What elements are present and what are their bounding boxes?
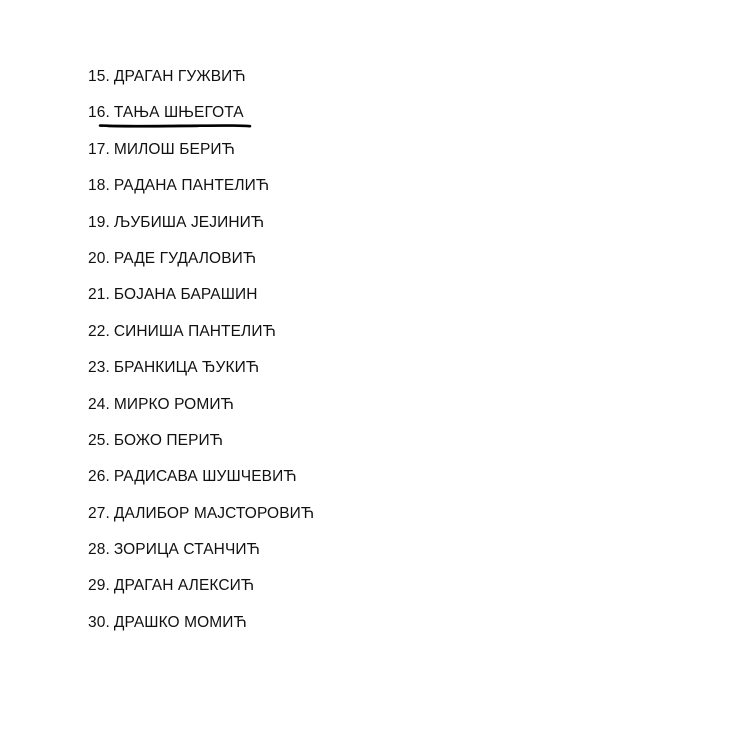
list-item xyxy=(88,212,314,248)
list-item-number: 20. xyxy=(88,249,110,267)
hand-drawn-underline xyxy=(88,116,258,132)
list-item-number: 19. xyxy=(88,213,110,231)
list-item-number: 26. xyxy=(88,468,110,486)
list-item xyxy=(88,539,314,575)
list-item xyxy=(88,248,314,284)
list-item xyxy=(88,503,314,539)
list-item-name: РАДИСАВА ШУШЧЕВИЋ xyxy=(113,468,297,486)
list-item xyxy=(88,357,314,393)
list-item-number: 28. xyxy=(88,541,110,559)
list-item-name: ДРАГАН ГУЖВИЋ xyxy=(113,68,246,85)
list-item-name: МИЛОШ БЕРИЋ xyxy=(113,140,235,158)
list-item-name: БОЈАНА БАРАШИН xyxy=(113,286,258,304)
list-item-number: 23. xyxy=(88,359,110,377)
list-item-number: 27. xyxy=(88,504,110,522)
list-item-number: 24. xyxy=(88,395,110,413)
list-item xyxy=(88,394,314,430)
list-item-number: 22. xyxy=(88,322,110,340)
list-item xyxy=(88,575,314,611)
list-item xyxy=(88,284,314,320)
name-list xyxy=(88,66,314,648)
list-item-name: ЗОРИЦА СТАНЧИЋ xyxy=(113,541,260,559)
list-item xyxy=(88,612,314,648)
list-item-number: 16. xyxy=(88,104,110,122)
list-item-name: ДРАГАН АЛЕКСИЋ xyxy=(113,577,255,595)
list-item xyxy=(88,175,314,211)
list-item xyxy=(88,321,314,357)
list-item-name: РАДАНА ПАНТЕЛИЋ xyxy=(113,177,270,195)
list-item-number: 18. xyxy=(88,177,110,195)
list-item-number: 15. xyxy=(88,68,110,85)
list-item-name: МИРКО РОМИЋ xyxy=(113,395,234,413)
list-item-name: ТАЊА ШЊЕГОТА xyxy=(113,104,244,122)
list-item-name: БОЖО ПЕРИЋ xyxy=(113,431,224,449)
list-item-name: РАДЕ ГУДАЛОВИЋ xyxy=(113,249,257,267)
list-item xyxy=(88,66,314,102)
list-item-number: 29. xyxy=(88,577,110,595)
list-item xyxy=(88,139,314,175)
list-item-name: ДАЛИБОР МАЈСТОРОВИЋ xyxy=(113,504,315,522)
list-item-name: БРАНКИЦА ЂУКИЋ xyxy=(113,359,260,377)
list-item-name: ДРАШКО МОМИЋ xyxy=(113,613,247,631)
list-item-number: 30. xyxy=(88,613,110,631)
list-item-number: 25. xyxy=(88,431,110,449)
list-item-number: 17. xyxy=(88,140,110,158)
list-item-number: 21. xyxy=(88,286,110,304)
list-item-name: ЉУБИША ЈЕЈИНИЋ xyxy=(113,213,265,231)
list-item-name: СИНИША ПАНТЕЛИЋ xyxy=(113,322,276,340)
list-item xyxy=(88,430,314,466)
list-item xyxy=(88,466,314,502)
